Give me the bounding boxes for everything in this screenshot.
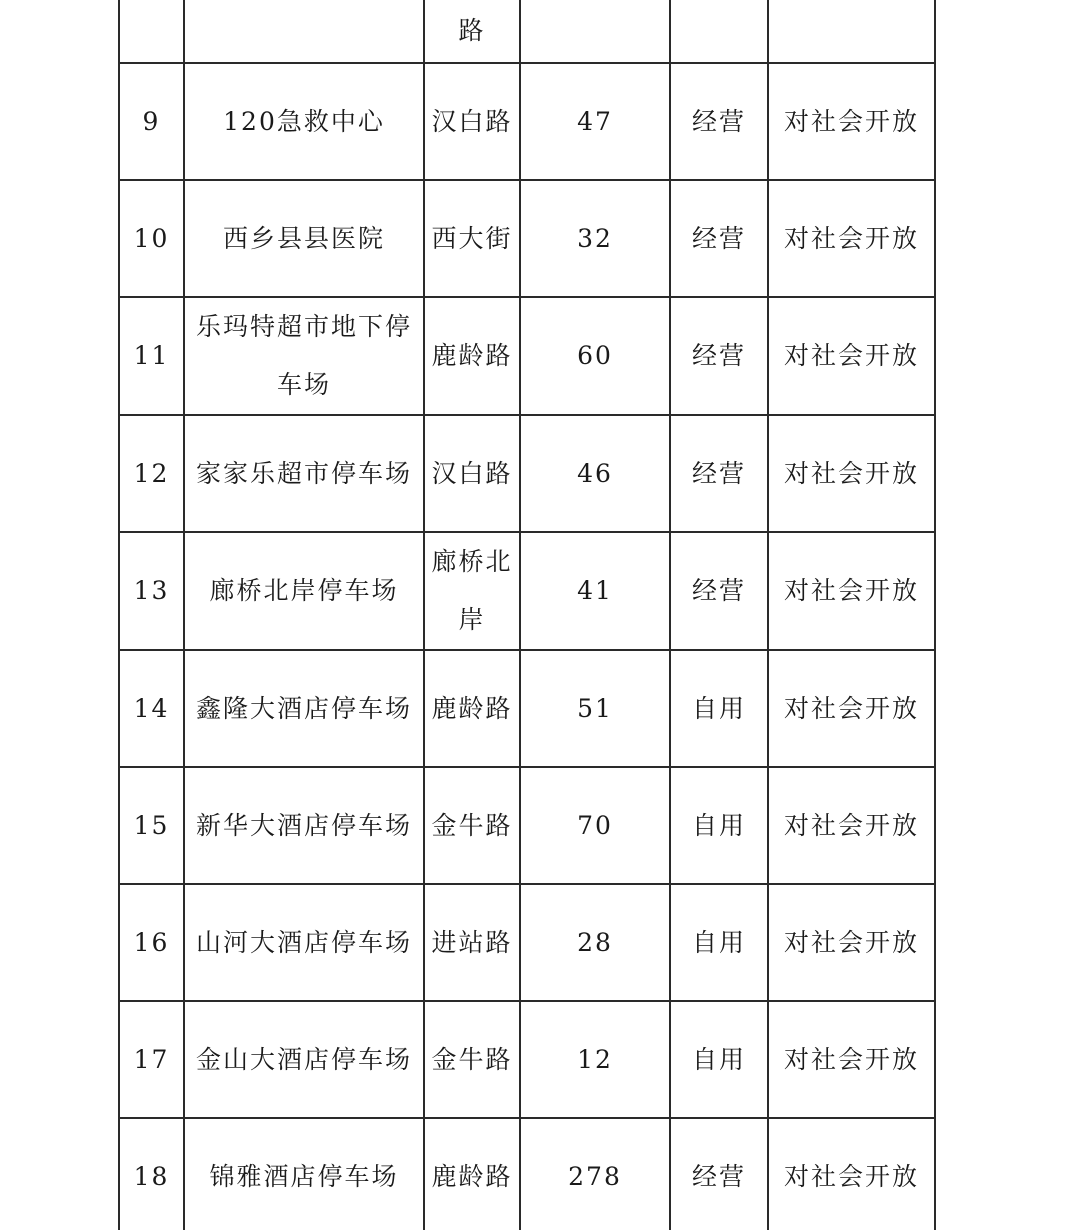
cell-type-text: 自用: [691, 693, 746, 723]
cell-spaces: [520, 1118, 670, 1230]
cell-road: [424, 0, 520, 63]
cell-name-text: 山河大酒店停车场: [195, 927, 412, 957]
cell-number: [119, 650, 184, 767]
cell-road-text: 汉白路: [431, 106, 513, 136]
cell-road-text: 路: [458, 16, 486, 45]
cell-spaces: [520, 0, 670, 63]
table-row: [119, 650, 935, 767]
cell-number-text: 9: [142, 106, 161, 136]
cell-spaces-text: 70: [577, 810, 613, 840]
cell-type-text: 经营: [691, 341, 746, 370]
cell-number: [119, 63, 184, 180]
cell-type: [670, 532, 768, 650]
cell-spaces-text: 41: [577, 576, 613, 605]
cell-spaces: [520, 767, 670, 884]
cell-name-text: 家家乐超市停车场: [195, 458, 412, 488]
cell-road: [424, 532, 520, 650]
cell-name: [184, 415, 424, 532]
cell-type-text: 自用: [691, 927, 746, 957]
cell-status: [768, 650, 935, 767]
cell-type-text: 经营: [691, 458, 746, 488]
cell-status: [768, 532, 935, 650]
cell-type-text: 经营: [691, 576, 746, 605]
cell-type: [670, 1001, 768, 1118]
cell-status: [768, 415, 935, 532]
cell-name: [184, 63, 424, 180]
table-row: [119, 63, 935, 180]
cell-road-text: 鹿龄路: [431, 693, 513, 723]
cell-spaces-text: 60: [577, 341, 613, 370]
cell-status: [768, 0, 935, 63]
cell-type: [670, 297, 768, 415]
cell-type: [670, 767, 768, 884]
cell-spaces: [520, 180, 670, 297]
table-row: [119, 415, 935, 532]
cell-status: [768, 767, 935, 884]
cell-number: [119, 767, 184, 884]
cell-spaces-text: 32: [577, 223, 613, 253]
cell-number-text: 10: [133, 223, 170, 253]
cell-type-text: 经营: [691, 106, 746, 136]
cell-status: [768, 297, 935, 415]
table-row: [119, 532, 935, 650]
cell-road-text: 金牛路: [431, 810, 513, 840]
cell-number-text: 13: [133, 576, 170, 605]
cell-number: [119, 532, 184, 650]
parking-lot-table: [118, 0, 936, 1230]
cell-spaces-text: 47: [577, 106, 613, 136]
cell-status-text: 对社会开放: [783, 693, 919, 723]
cell-status-text: 对社会开放: [783, 810, 919, 840]
cell-road: [424, 767, 520, 884]
cell-number: [119, 1118, 184, 1230]
cell-number: [119, 180, 184, 297]
cell-number-text: 18: [133, 1161, 170, 1191]
cell-road-text: 廊桥北岸: [431, 547, 513, 634]
cell-number: [119, 1001, 184, 1118]
cell-type: [670, 1118, 768, 1230]
cell-status: [768, 63, 935, 180]
cell-spaces-text: 278: [568, 1161, 622, 1191]
cell-road-text: 鹿龄路: [431, 341, 513, 370]
cell-road-text: 西大街: [431, 223, 513, 253]
cell-type: [670, 415, 768, 532]
cell-road-text: 金牛路: [431, 1044, 513, 1074]
cell-spaces: [520, 297, 670, 415]
table-row: [119, 884, 935, 1001]
cell-status: [768, 1118, 935, 1230]
cell-status: [768, 180, 935, 297]
table-row: [119, 1001, 935, 1118]
cell-road: [424, 415, 520, 532]
cell-status-text: 对社会开放: [783, 341, 919, 370]
cell-number-text: 14: [133, 693, 170, 723]
cell-road: [424, 1001, 520, 1118]
cell-name-text: 乐玛特超市地下停车场: [195, 312, 412, 399]
cell-spaces: [520, 650, 670, 767]
cell-status-text: 对社会开放: [783, 576, 919, 605]
cell-status-text: 对社会开放: [783, 1161, 919, 1191]
cell-name-text: 锦雅酒店停车场: [209, 1161, 399, 1191]
cell-name: [184, 650, 424, 767]
cell-number: [119, 415, 184, 532]
cell-name-text: 西乡县县医院: [222, 223, 385, 253]
cell-number-text: 16: [133, 927, 170, 957]
cell-type-text: 自用: [691, 810, 746, 840]
cell-name: [184, 532, 424, 650]
cell-name: [184, 0, 424, 63]
cell-number-text: 15: [133, 810, 170, 840]
table-row-continuation: [119, 0, 935, 63]
cell-road-text: 鹿龄路: [431, 1161, 513, 1191]
cell-spaces: [520, 532, 670, 650]
table-row: [119, 767, 935, 884]
cell-name: [184, 1001, 424, 1118]
cell-spaces-text: 12: [577, 1044, 613, 1074]
cell-spaces: [520, 415, 670, 532]
cell-number-text: 17: [133, 1044, 170, 1074]
cell-name-text: 金山大酒店停车场: [195, 1044, 412, 1074]
cell-status: [768, 884, 935, 1001]
cell-status-text: 对社会开放: [783, 1044, 919, 1074]
cell-name: [184, 297, 424, 415]
cell-number: [119, 884, 184, 1001]
cell-status-text: 对社会开放: [783, 927, 919, 957]
table-row: [119, 180, 935, 297]
cell-road: [424, 884, 520, 1001]
cell-name-text: 廊桥北岸停车场: [209, 576, 399, 605]
cell-type: [670, 650, 768, 767]
cell-spaces-text: 51: [577, 693, 613, 723]
cell-spaces: [520, 1001, 670, 1118]
cell-type: [670, 180, 768, 297]
cell-spaces: [520, 63, 670, 180]
cell-number: [119, 297, 184, 415]
table-body: [119, 0, 935, 1230]
cell-type-text: 经营: [691, 223, 746, 253]
cell-type: [670, 63, 768, 180]
cell-number-text: 11: [133, 341, 170, 370]
cell-road: [424, 63, 520, 180]
cell-status-text: 对社会开放: [783, 458, 919, 488]
cell-status-text: 对社会开放: [783, 223, 919, 253]
cell-name-text: 120急救中心: [223, 106, 385, 136]
cell-spaces-text: 28: [577, 927, 613, 957]
table-row: [119, 297, 935, 415]
cell-spaces: [520, 884, 670, 1001]
cell-road-text: 汉白路: [431, 458, 513, 488]
table-row: [119, 1118, 935, 1230]
cell-name: [184, 884, 424, 1001]
cell-road: [424, 650, 520, 767]
cell-road-text: 进站路: [431, 927, 513, 957]
cell-name: [184, 1118, 424, 1230]
cell-road: [424, 297, 520, 415]
cell-road: [424, 1118, 520, 1230]
cell-name-text: 鑫隆大酒店停车场: [195, 693, 412, 723]
cell-type-text: 经营: [691, 1161, 746, 1191]
cell-name: [184, 767, 424, 884]
cell-number: [119, 0, 184, 63]
cell-status-text: 对社会开放: [783, 106, 919, 136]
cell-type: [670, 884, 768, 1001]
cell-type: [670, 0, 768, 63]
cell-road: [424, 180, 520, 297]
cell-spaces-text: 46: [577, 458, 613, 488]
cell-number-text: 12: [133, 458, 170, 488]
cell-name: [184, 180, 424, 297]
cell-name-text: 新华大酒店停车场: [195, 810, 412, 840]
cell-status: [768, 1001, 935, 1118]
cell-type-text: 自用: [691, 1044, 746, 1074]
